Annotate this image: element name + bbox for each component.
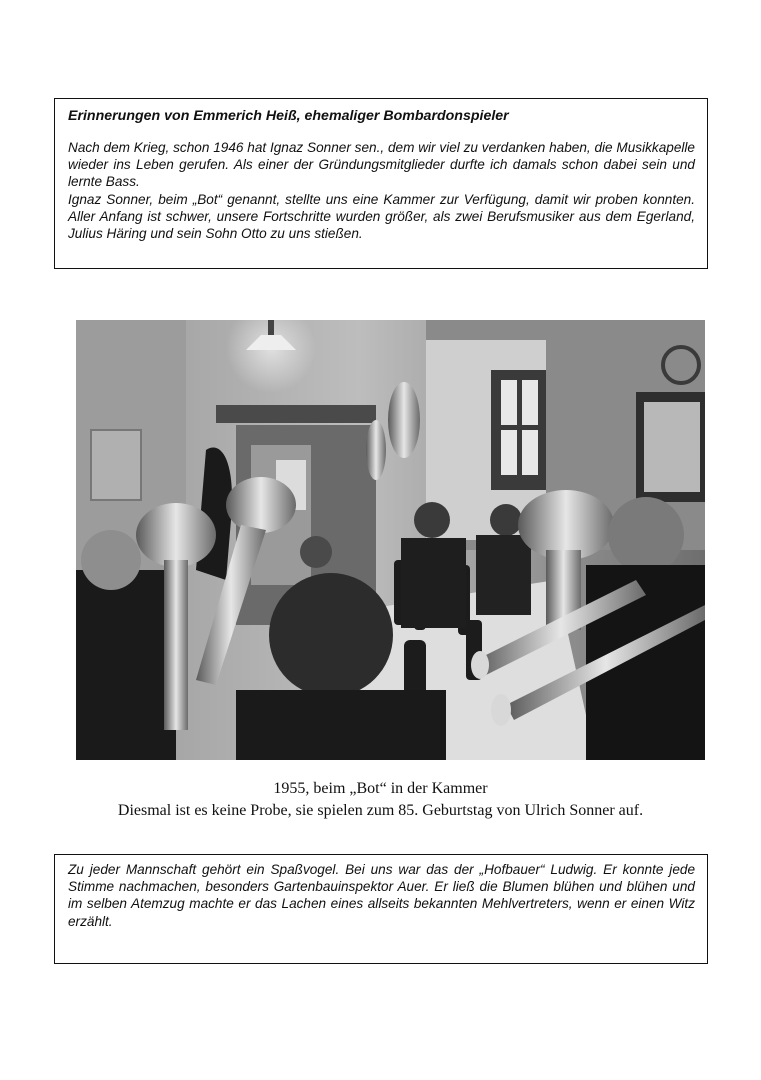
band-photo bbox=[76, 320, 705, 760]
photo-caption-line-2: Diesmal ist es keine Probe, sie spielen zum 85. Geburtstag von Ulrich Sonner auf. bbox=[117, 802, 644, 819]
anecdote-box bbox=[54, 854, 708, 964]
memories-paragraph-2: Ignaz Sonner, beim „Bot“ genannt, stellte uns eine Kammer zur Verfügung, damit wir proben konnten. Aller Anfang ist schwer, unsere Fortschritte wurden größer, als zwei Berufsmusiker aus dem Egerland, Julius Häring und sein Sohn Otto zu uns stießen. bbox=[68, 191, 695, 242]
memories-box bbox=[54, 98, 708, 269]
photo-caption-line-1: 1955, beim „Bot“ in der Kammer bbox=[273, 780, 488, 797]
memories-paragraph-1: Nach dem Krieg, schon 1946 hat Ignaz Sonner sen., dem wir viel zu verdanken haben, die Musikkapelle wieder ins Leben gerufen. Als einer der Gründungsmitglieder durfte ich damals schon dabei sein und lernte Bass. bbox=[68, 140, 695, 190]
memories-title: Erinnerungen von Emmerich Heiß, ehemaliger Bombardonspieler bbox=[68, 108, 509, 124]
anecdote-text: Zu jeder Mannschaft gehört ein Spaßvogel. Bei uns war das der „Hofbauer“ Ludwig. Er konnte jede Stimme nachmachen, besonders Gartenbauinspektor Auer. Er ließ die Blumen blühen und blühen und im selben Atemzug machte er das Lachen eines allseits bekannten Mehlvertreters, wenn er einen Witz erzählt. bbox=[68, 862, 695, 929]
